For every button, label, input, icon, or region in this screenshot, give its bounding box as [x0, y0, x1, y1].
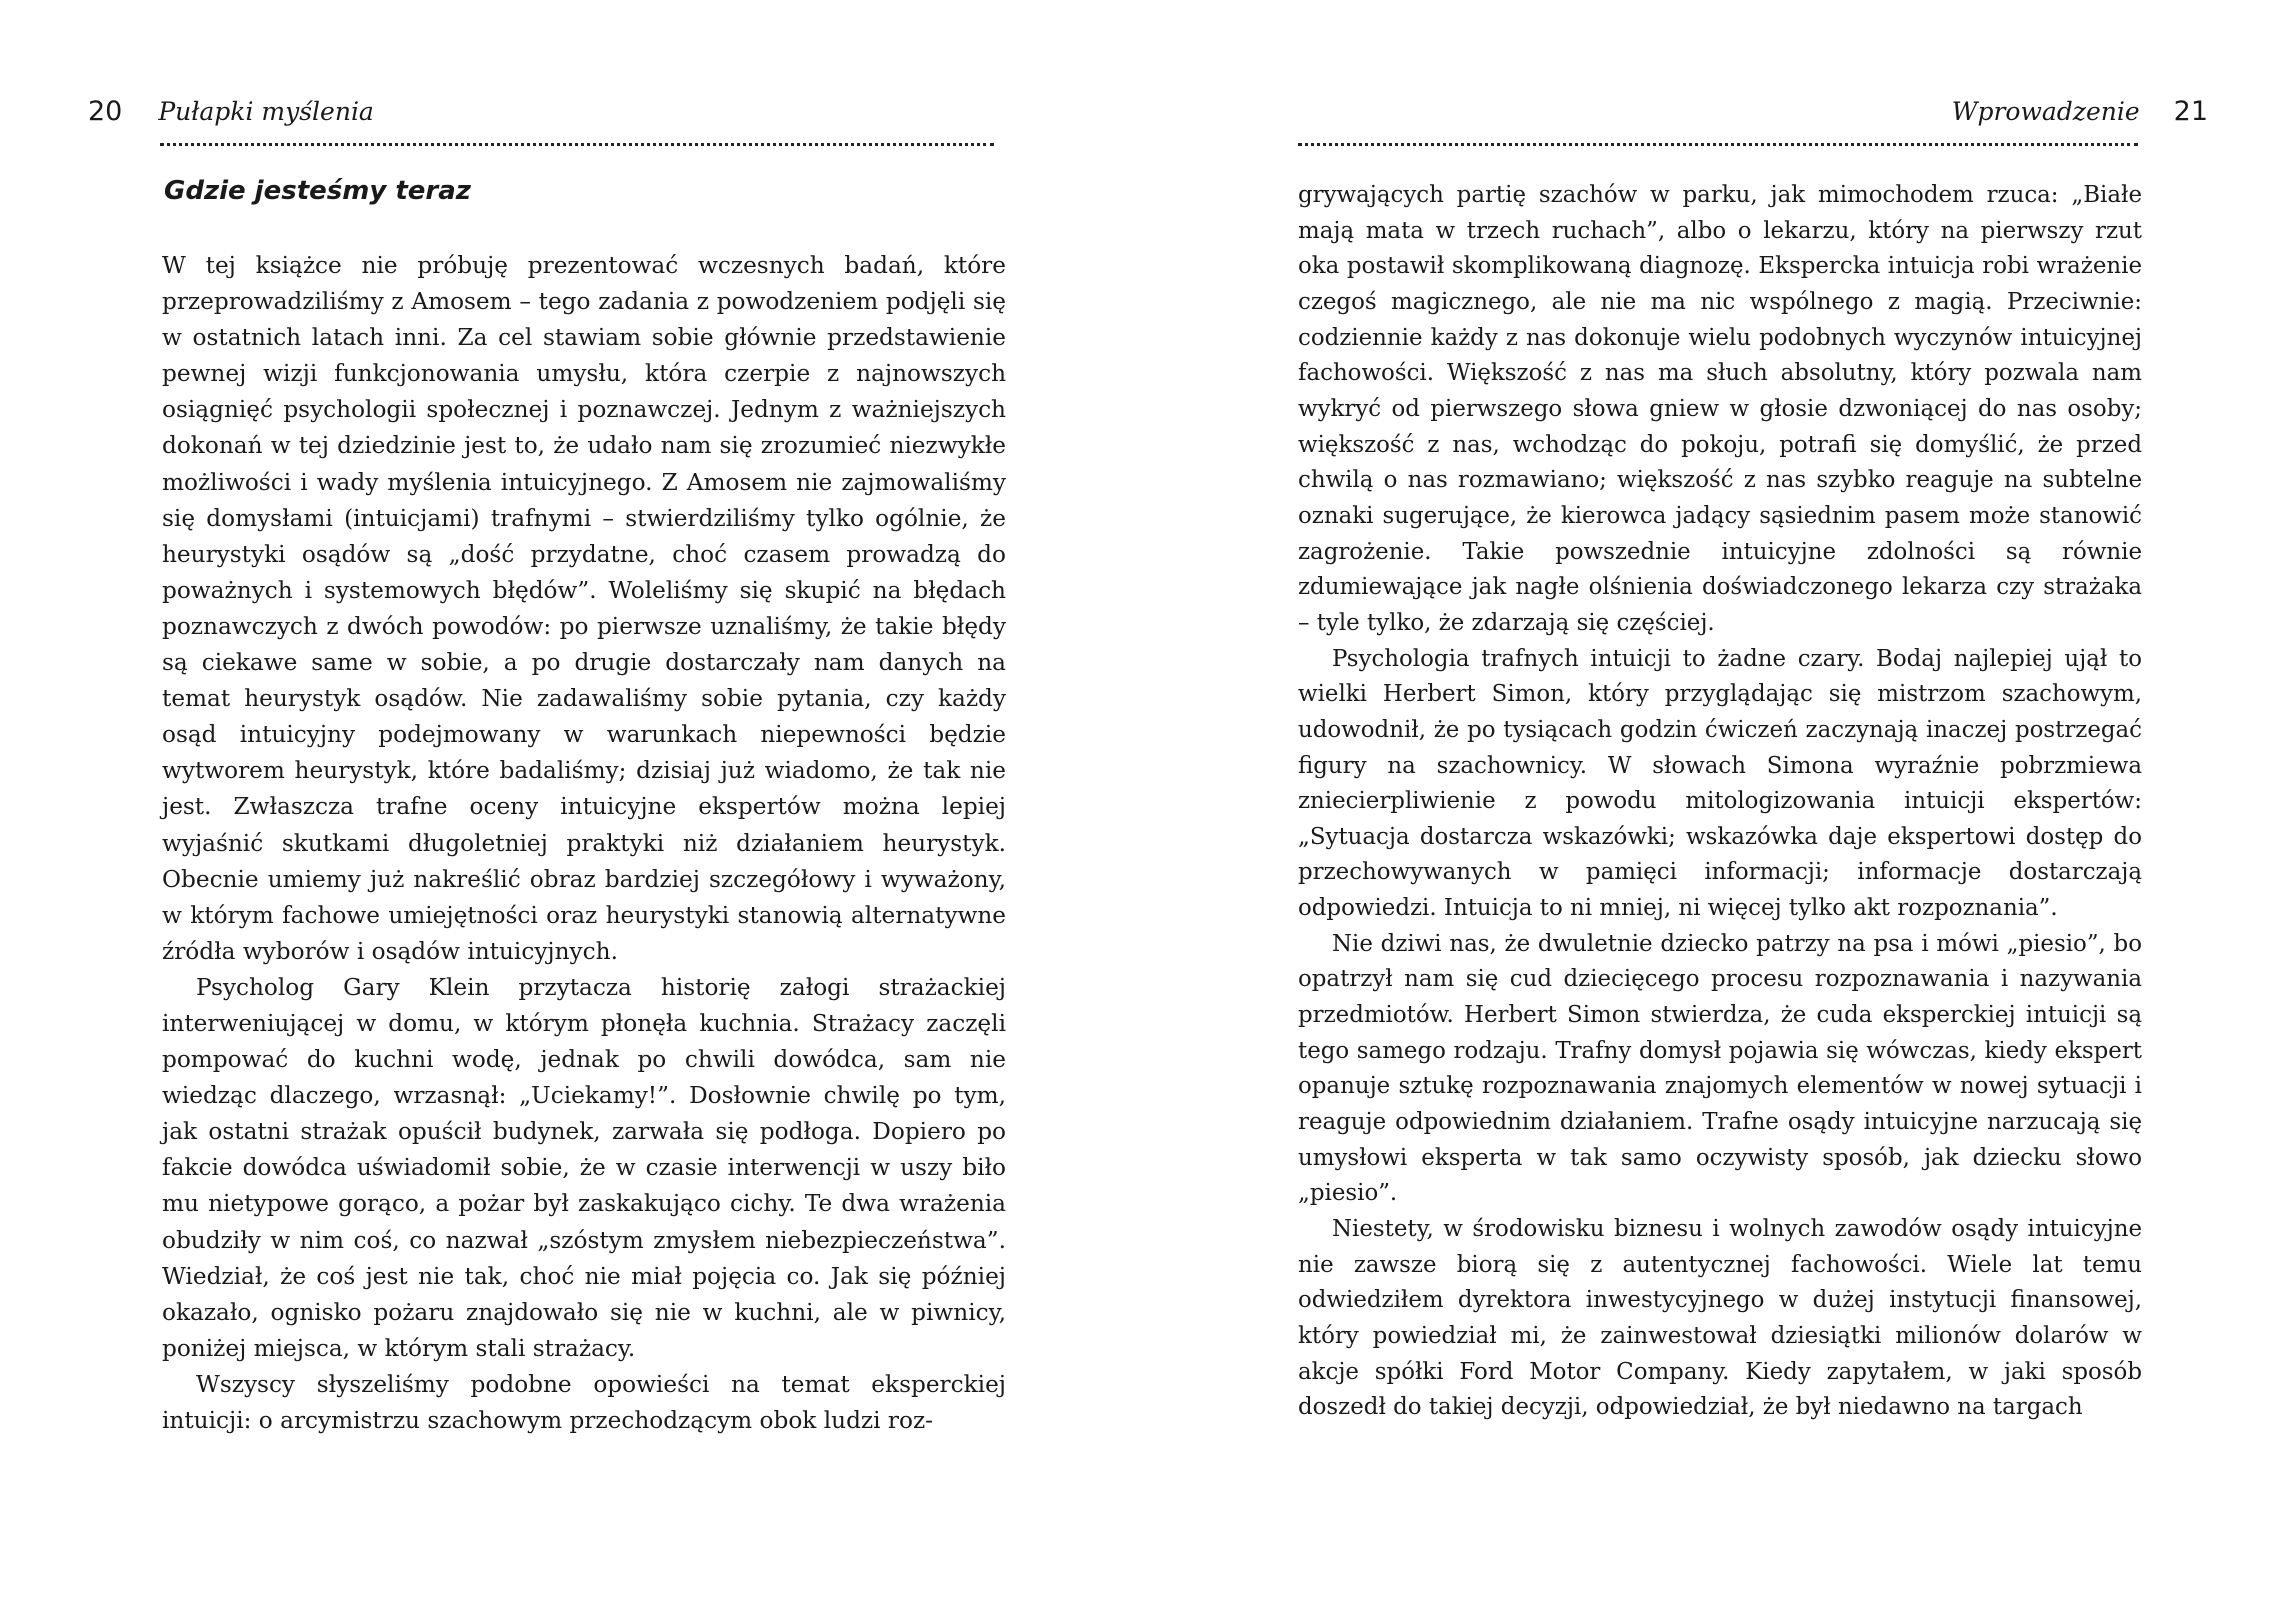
paragraph: W tej książce nie próbuję prezentować wczesnych badań, które przeprowadziliśmy z Amosem – tego zadania z powodzeniem podjęli się w ostatnich latach inni. Za cel stawiam sobie głównie przedstawienie pewnej wizji funkcjonowania umysłu, która czerpie z najnowszych osiągnięć psychologii społecznej i poznawczej. Jednym z ważniejszych dokonań w tej dziedzinie jest to, że udało nam się zrozumieć niezwykłe możliwości i wady myślenia intuicyjnego. Z Amosem nie zajmowaliśmy się domysłami (intuicjami) trafnymi – stwierdziliśmy tylko ogólnie, że heurystyki osądów są „dość przydatne, choć czasem prowadzą do poważnych i systemowych błędów”. Woleliśmy się skupić na błędach poznawczych z dwóch powodów: po pierwsze uznaliśmy, że takie błędy są ciekawe same w sobie, a po drugie dostarczały nam danych na temat heurystyk osądów. Nie zadawaliśmy sobie pytania, czy każdy osąd intuicyjny podejmowany w warunkach niepewności będzie wytworem heurystyk, które badaliśmy; dzisiaj już wiadomo, że tak nie jest. Zwłaszcza trafne oceny intuicyjne ekspertów można lepiej wyjaśnić skutkami długoletniej praktyki niż działaniem heurystyk. Obecnie umiemy już nakreślić obraz bardziej szczegółowy i wyważony, w którym fachowe umiejętności oraz heurystyki stanowią alternatywne źródła wyborów i osądów intuicyjnych. — [162, 252, 1006, 965]
running-title-left: Pułapki myślenia — [158, 97, 374, 126]
paragraph: Wszyscy słyszeliśmy podobne opowieści na temat eksperckiej intuicji: o arcymistrzu szachowym przechodzącym obok ludzi roz- — [162, 1370, 1006, 1434]
body-text-right — [1298, 178, 2142, 1426]
running-head-left — [88, 96, 994, 136]
header-divider-right — [1298, 143, 2138, 146]
section-heading: Gdzie jesteśmy teraz — [164, 176, 471, 206]
paragraph: Nie dziwi nas, że dwuletnie dziecko patrzy na psa i mówi „piesio”, bo opatrzył nam się cud dziecięcego procesu rozpoznawania i nazywania przedmiotów. Herbert Simon stwierdza, że cuda eksperckiej intuicji są tego samego rodzaju. Trafny domysł pojawia się wówczas, kiedy ekspert opanuje sztukę rozpoznawania znajomych elementów w nowej sytuacji i reaguje odpowiednim działaniem. Trafne osądy intuicyjne narzucają się umysłowi eksperta w tak samo oczywisty sposób, jak dziecku słowo „piesio”. — [1298, 930, 2142, 1207]
paragraph: Niestety, w środowisku biznesu i wolnych zawodów osądy intuicyjne nie zawsze biorą się z autentycznej fachowości. Wiele lat temu odwiedziłem dyrektora inwestycyjnego w dużej instytucji finansowej, który powiedział mi, że zainwestował dziesiątki milionów dolarów w akcje spółki Ford Motor Company. Kiedy zapytałem, w jaki sposób doszedł do takiej decyzji, odpowiedział, że był niedawno na targach — [1298, 1216, 2142, 1421]
page-number-left: 20 — [88, 96, 123, 127]
running-head-right — [1298, 96, 2208, 136]
running-title-right: Wprowadzenie — [1951, 97, 2140, 126]
page-number-right: 21 — [2173, 96, 2208, 127]
right-page — [1142, 0, 2284, 1615]
header-divider-left — [160, 143, 994, 146]
paragraph: Psychologia trafnych intuicji to żadne czary. Bodaj najlepiej ujął to wielki Herbert Simon, który przyglądając się mistrzom szachowym, udowodnił, że po tysiącach godzin ćwiczeń zaczynają inaczej postrzegać figury na szachownicy. W słowach Simona wyraźnie pobrzmiewa zniecierpliwienie z powodu mitologizowania intuicji ekspertów: „Sytuacja dostarcza wskazówki; wskazówka daje ekspertowi dostęp do przechowywanych w pamięci informacji; informacje dostarczają odpowiedzi. Intuicja to ni mniej, ni więcej tylko akt rozpoznania”. — [1298, 645, 2142, 922]
paragraph: grywających partię szachów w parku, jak mimochodem rzuca: „Białe mają mata w trzech ruchach”, albo o lekarzu, który na pierwszy rzut oka postawił skomplikowaną diagnozę. Ekspercka intuicja robi wrażenie czegoś magicznego, ale nie ma nic wspólnego z magią. Przeciwnie: codziennie każdy z nas dokonuje wielu podobnych wyczynów intuicyjnej fachowości. Większość z nas ma słuch absolutny, który pozwala nam wykryć od pierwszego słowa gniew w głosie dzwoniącej do nas osoby; większość z nas, wchodząc do pokoju, potrafi się domyślić, że przed chwilą o nas rozmawiano; większość z nas szybko reaguje na subtelne oznaki sugerujące, że kierowca jadący sąsiednim pasem może stanowić zagrożenie. Takie powszednie intuicyjne zdolności są równie zdumiewające jak nagłe olśnienia doświadczonego lekarza czy strażaka – tyle tylko, że zdarzają się częściej. — [1298, 182, 2142, 636]
paragraph: Psycholog Gary Klein przytacza historię załogi strażackiej interweniującej w domu, w którym płonęła kuchnia. Strażacy zaczęli pompować do kuchni wodę, jednak po chwili dowódca, sam nie wiedząc dlaczego, wrzasnął: „Uciekamy!”. Dosłownie chwilę po tym, jak ostatni strażak opuścił budynek, zarwała się podłoga. Dopiero po fakcie dowódca uświadomił sobie, że w czasie interwencji w uszy biło mu nietypowe gorąco, a pożar był zaskakująco cichy. Te dwa wrażenia obudziły w nim coś, co nazwał „szóstym zmysłem niebezpieczeństwa”. Wiedział, że coś jest nie tak, choć nie miał pojęcia co. Jak się później okazało, ognisko pożaru znajdowało się nie w kuchni, ale w piwnicy, poniżej miejsca, w którym stali strażacy. — [162, 973, 1006, 1362]
body-text-left — [162, 248, 1006, 1439]
